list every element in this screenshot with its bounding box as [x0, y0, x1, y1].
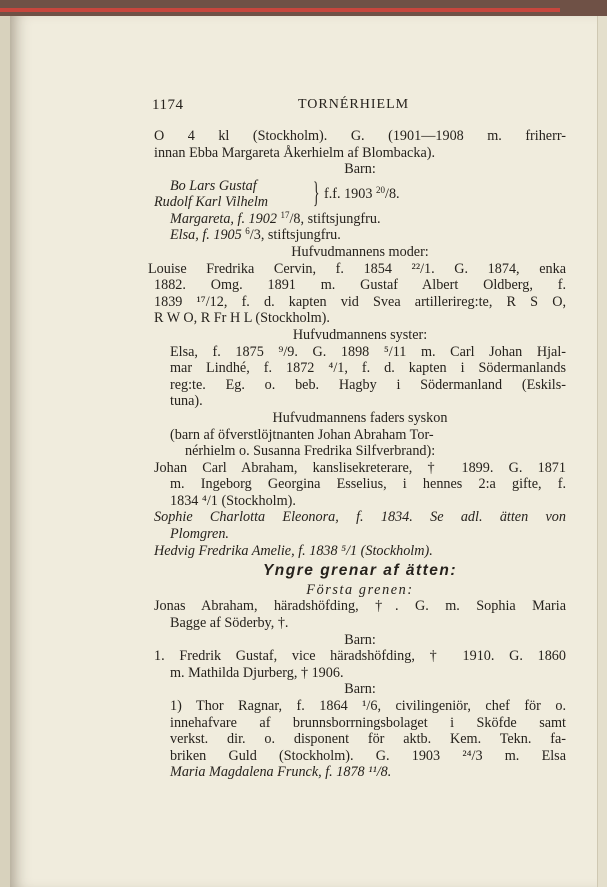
text-line: reg:te. Eg. o. beb. Hagby i Södermanland (Eskils- [170, 376, 566, 393]
text-line: Jonas Abraham, häradshöfding, †. G. m. Sophia Maria [154, 598, 566, 615]
text-line: Maria Magdalena Frunck, f. 1878 ¹¹/8. [170, 764, 392, 781]
text-line: Bagge af Söderby, †. [170, 615, 289, 632]
text-line: Elsa, f. 1875 ⁹/9. G. 1898 ⁵/11 m. Carl Johan Hjal- [170, 343, 566, 360]
text-line: Louise Fredrika Cervin, f. 1854 ²²/1. G. 1874, enka [148, 260, 566, 277]
text-line: mar Lindhé, f. 1872 ⁴/1, f. d. kapten i Södermanlands [170, 360, 566, 377]
section-heading: Hufvudmannens syster: [292, 326, 428, 343]
text-line: verkst. dir. o. disponent för aktb. Kem. Tekn. fa- [170, 731, 566, 748]
section-heading: Hufvudmannens moder: [291, 243, 429, 260]
brace-symbol: } [312, 175, 320, 209]
twins-birth-month: /8. [385, 185, 400, 202]
page-body [148, 128, 566, 781]
page-right-edge [597, 16, 607, 887]
text-line: innan Ebba Margareta Åkerhielm af Blombacka). [154, 144, 436, 161]
child-name-bo: Bo Lars Gustaf [170, 177, 257, 194]
text-line: m. Ingeborg Georgina Esselius, i hennes 2:a gifte, f. [170, 476, 566, 493]
text-line: R W O, R Fr H L (Stockholm). [154, 310, 330, 327]
text-line: nérhielm o. Susanna Fredrika Silfverbrand): [185, 443, 436, 460]
child-name-rudolf: Rudolf Karl Vilhelm [154, 193, 269, 210]
text-line: briken Guld (Stockholm). G. 1903 ²⁴/3 m. Elsa [170, 747, 566, 764]
twins-birth [324, 186, 400, 203]
text-line: innehafvare af brunnsborrningsbolaget i Sköfde samt [170, 714, 566, 731]
elsa-day: 6 [245, 226, 250, 237]
section-heading: Barn: [344, 161, 376, 178]
section-heading: Barn: [344, 631, 376, 648]
text-line: tuna). [170, 393, 203, 410]
branches-heading: Yngre grenar af ätten: [262, 562, 458, 580]
twins-birth-text: f.f. 1903 [324, 185, 373, 202]
margareta-text: Margareta, f. 1902 [170, 210, 277, 227]
elsa-text: Elsa, f. 1905 [170, 227, 242, 244]
text-line: Sophie Charlotta Eleonora, f. 1834. Se adl. ätten von [154, 509, 566, 526]
margareta-rest: /8, stiftsjungfru. [289, 210, 381, 227]
text-line: 1882. Omg. 1891 m. Gustaf Albert Oldberg, f. [154, 277, 566, 294]
text-line: Hedvig Fredrika Amelie, f. 1838 ⁵/1 (Stockholm). [154, 542, 433, 559]
subsection-heading: Första grenen: [306, 581, 414, 598]
text-line: O 4 kl (Stockholm). G. (1901—1908 m. friherr- [154, 128, 566, 144]
text-line: 1. Fredrik Gustaf, vice häradshöfding, † 1910. G. 1860 [154, 648, 566, 665]
book-red-edge [0, 8, 560, 12]
child-entry-elsa [154, 227, 566, 244]
text-line: (barn af öfverstlöjtnanten Johan Abraham Tor- [170, 426, 434, 443]
text-line: 1834 ⁴/1 (Stockholm). [170, 492, 296, 509]
section-heading: Barn: [344, 681, 376, 698]
text-line: 1839 ¹⁷/12, f. d. kapten vid Svea artillerireg:te, R S O, [154, 293, 566, 310]
twins-birth-day: 20 [376, 184, 386, 195]
text-line: m. Mathilda Djurberg, † 1906. [170, 664, 344, 681]
page-number: 1174 [152, 97, 184, 113]
elsa-rest: /3, stiftsjungfru. [249, 227, 341, 244]
text-line: Plomgren. [170, 526, 229, 543]
text-line: 1) Thor Ragnar, f. 1864 ¹/6, civilingeniör, chef för o. [170, 698, 566, 714]
text-line: Johan Carl Abraham, kanslisekreterare, † 1899. G. 1871 [154, 459, 566, 476]
running-head: TORNÉRHIELM [298, 97, 410, 112]
section-heading: Hufvudmannens faders syskon [272, 409, 448, 426]
twins-entry [154, 175, 566, 211]
margareta-day: 17 [280, 209, 290, 220]
child-entry-margareta [154, 211, 566, 228]
